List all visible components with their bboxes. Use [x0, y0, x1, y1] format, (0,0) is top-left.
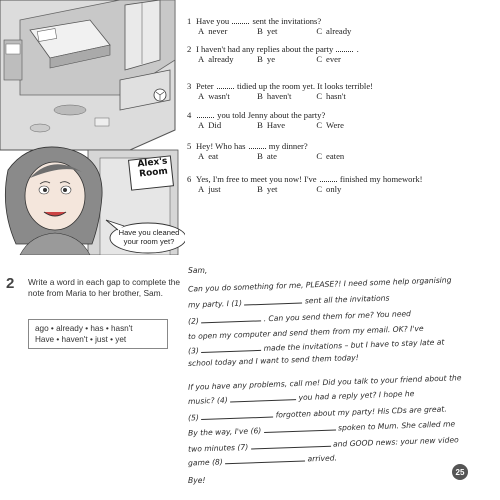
question-number: 6 [187, 174, 192, 184]
gap-1[interactable] [244, 297, 302, 306]
question-text-before: Hey! Who has [196, 141, 248, 151]
option-a[interactable]: A already [198, 54, 234, 64]
speech-bubble-text: Have you cleaned your room yet? [118, 228, 180, 246]
note-greeting: Sam, [188, 266, 208, 275]
option-a[interactable]: A wasn't [198, 91, 230, 101]
note-line: Can you do something for me, PLEASE?! I need some help organising [187, 275, 452, 294]
gap-7[interactable] [250, 440, 330, 450]
question-number: 2 [187, 44, 192, 54]
question-text-before: Peter [196, 81, 216, 91]
exercise-instruction: Write a word in each gap to complete the note from Maria to her brother, Sam. [28, 277, 181, 298]
note-line: my party. I (1) sent all the invitations [187, 293, 390, 310]
answer-blank[interactable] [336, 51, 353, 52]
word-box-line: ago • already • has • hasn't [35, 324, 133, 333]
option-c[interactable]: C ever [316, 54, 341, 64]
question-number: 4 [187, 110, 192, 120]
question-3 [187, 81, 492, 101]
gap-5[interactable] [201, 411, 273, 421]
option-b[interactable]: B Have [257, 120, 286, 130]
note-line: If you have any problems, call me! Did you talk to your friend about the [187, 373, 462, 392]
option-c[interactable]: C already [316, 26, 352, 36]
question-text-after: you told Jenny about the party? [215, 110, 326, 120]
question-number: 1 [187, 16, 192, 26]
note-line: music? (4) you had a reply yet? I hope he [187, 389, 415, 406]
question-number: 5 [187, 141, 192, 151]
option-c[interactable]: C Were [316, 120, 344, 130]
option-c[interactable]: C only [316, 184, 342, 194]
question-text-before: Have you [196, 16, 232, 26]
note-line: school today and I want to send them today! [187, 353, 359, 368]
gap-8[interactable] [225, 455, 305, 465]
option-a[interactable]: A never [198, 26, 228, 36]
option-b[interactable]: B yet [257, 184, 278, 194]
note-line: (2) . Can you send them for me? You need [187, 309, 412, 326]
note-line: to open my computer and send them from my email. OK? I've [187, 323, 424, 342]
option-b[interactable]: B ate [257, 151, 277, 161]
note-line: (5) forgotten about my party! His CDs are great. [187, 404, 447, 423]
door-sign-line1: Alex's [136, 156, 168, 170]
note-line: By the way, I've (6) spoken to Mum. She called me [187, 419, 456, 438]
note-line: game (8) arrived. [187, 453, 338, 468]
note-line: (3) made the invitations – but I have to stay late at [187, 337, 445, 356]
question-6 [187, 174, 492, 194]
answer-blank[interactable] [232, 23, 249, 24]
answer-blank[interactable] [320, 181, 337, 182]
exercise-number: 2 [6, 275, 15, 292]
word-box [28, 319, 168, 349]
answer-blank[interactable] [197, 117, 214, 118]
option-b[interactable]: B yet [257, 26, 278, 36]
question-text-before: I haven't had any replies about the party [196, 44, 336, 54]
word-box-line: Have • haven't • just • yet [35, 335, 127, 344]
question-number: 3 [187, 81, 192, 91]
bedroom-illustration [0, 0, 185, 255]
question-text-after: finished my homework! [337, 174, 423, 184]
gap-4[interactable] [230, 393, 296, 402]
note-signoff: Bye! [188, 476, 206, 485]
question-text-after: . [354, 44, 359, 54]
question-text-before: Yes, I'm free to meet you now! I've [196, 174, 319, 184]
question-text-after: my dinner? [266, 141, 308, 151]
answer-blank[interactable] [217, 88, 234, 89]
question-5 [187, 141, 492, 161]
option-a[interactable]: A eat [198, 151, 219, 161]
question-1 [187, 16, 492, 36]
option-c[interactable]: C hasn't [316, 91, 346, 101]
handwritten-note [188, 266, 478, 491]
question-text-after: sent the invitations? [250, 16, 322, 26]
question-text-after: tidied up the room yet. It looks terrible! [234, 81, 373, 91]
page-number: 25 [452, 464, 468, 480]
question-4 [187, 110, 492, 130]
gap-6[interactable] [264, 424, 336, 434]
gap-3[interactable] [201, 344, 261, 353]
note-line: two minutes (7) and GOOD news: your new video [187, 435, 459, 454]
option-a[interactable]: A Did [198, 120, 222, 130]
door-sign-line2: Room [138, 166, 169, 180]
gap-2[interactable] [201, 314, 261, 323]
option-c[interactable]: C eaten [316, 151, 345, 161]
option-b[interactable]: B ye [257, 54, 276, 64]
answer-blank[interactable] [249, 148, 266, 149]
option-a[interactable]: A just [198, 184, 221, 194]
option-b[interactable]: B haven't [257, 91, 292, 101]
question-2 [187, 44, 492, 64]
